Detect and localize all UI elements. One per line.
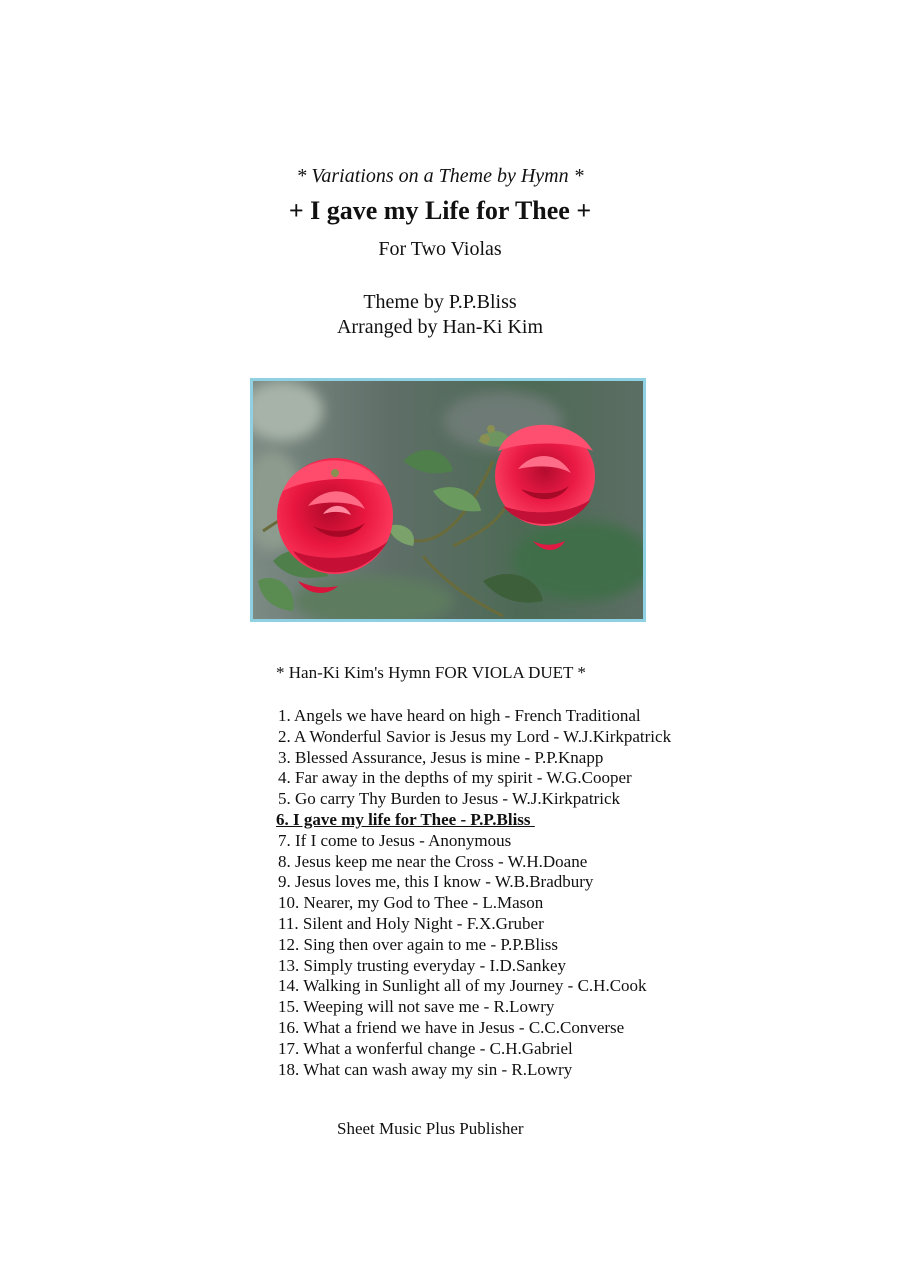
song-list	[278, 706, 671, 1080]
list-item-current: 6. I gave my life for Thee - P.P.Bliss	[276, 809, 531, 829]
list-item: 16. What a friend we have in Jesus - C.C.Converse	[278, 1017, 625, 1037]
red-roses-photo-icon	[253, 381, 643, 619]
list-item: 15. Weeping will not save me - R.Lowry	[278, 997, 555, 1017]
arranger-credit: Arranged by Han-Ki Kim	[336, 316, 544, 338]
list-item: 7. If I come to Jesus - Anonymous	[278, 830, 512, 850]
list-item: 5. Go carry Thy Burden to Jesus - W.J.Kirkpatrick	[278, 789, 620, 809]
list-item: 10. Nearer, my God to Thee - L.Mason	[278, 893, 544, 913]
list-item: 11. Silent and Holy Night - F.X.Gruber	[278, 913, 544, 933]
instrumentation-label: For Two Violas	[378, 238, 502, 260]
list-item: 9. Jesus loves me, this I know - W.B.Bradbury	[278, 872, 594, 892]
list-item: 8. Jesus keep me near the Cross - W.H.Doane	[278, 851, 588, 871]
list-item: 3. Blessed Assurance, Jesus is mine - P.P.Knapp	[278, 747, 604, 767]
cover-photo	[250, 378, 646, 622]
list-item: 1. Angels we have heard on high - French Traditional	[278, 706, 641, 725]
list-item: 2. A Wonderful Savior is Jesus my Lord - W.J.Kirkpatrick	[278, 726, 672, 746]
list-item: 4. Far away in the depths of my spirit - W.G.Cooper	[278, 768, 632, 788]
page-title: + I gave my Life for Thee +	[288, 196, 592, 225]
list-item: 12. Sing then over again to me - P.P.Bliss	[278, 934, 559, 954]
credits-block	[0, 290, 880, 340]
theme-credit: Theme by P.P.Bliss	[363, 291, 517, 313]
collection-heading: * Han-Ki Kim's Hymn FOR VIOLA DUET *	[276, 663, 586, 682]
series-subtitle: * Variations on a Theme by Hymn *	[296, 165, 584, 187]
list-item: 17. What a wonferful change - C.H.Gabriel	[278, 1038, 573, 1058]
list-item: 13. Simply trusting everyday - I.D.Sankey	[278, 955, 567, 975]
list-item: 14. Walking in Sunlight all of my Journey - C.H.Cook	[278, 976, 647, 996]
publisher-label: Sheet Music Plus Publisher	[337, 1119, 524, 1138]
list-item: 18. What can wash away my sin - R.Lowry	[278, 1059, 573, 1079]
